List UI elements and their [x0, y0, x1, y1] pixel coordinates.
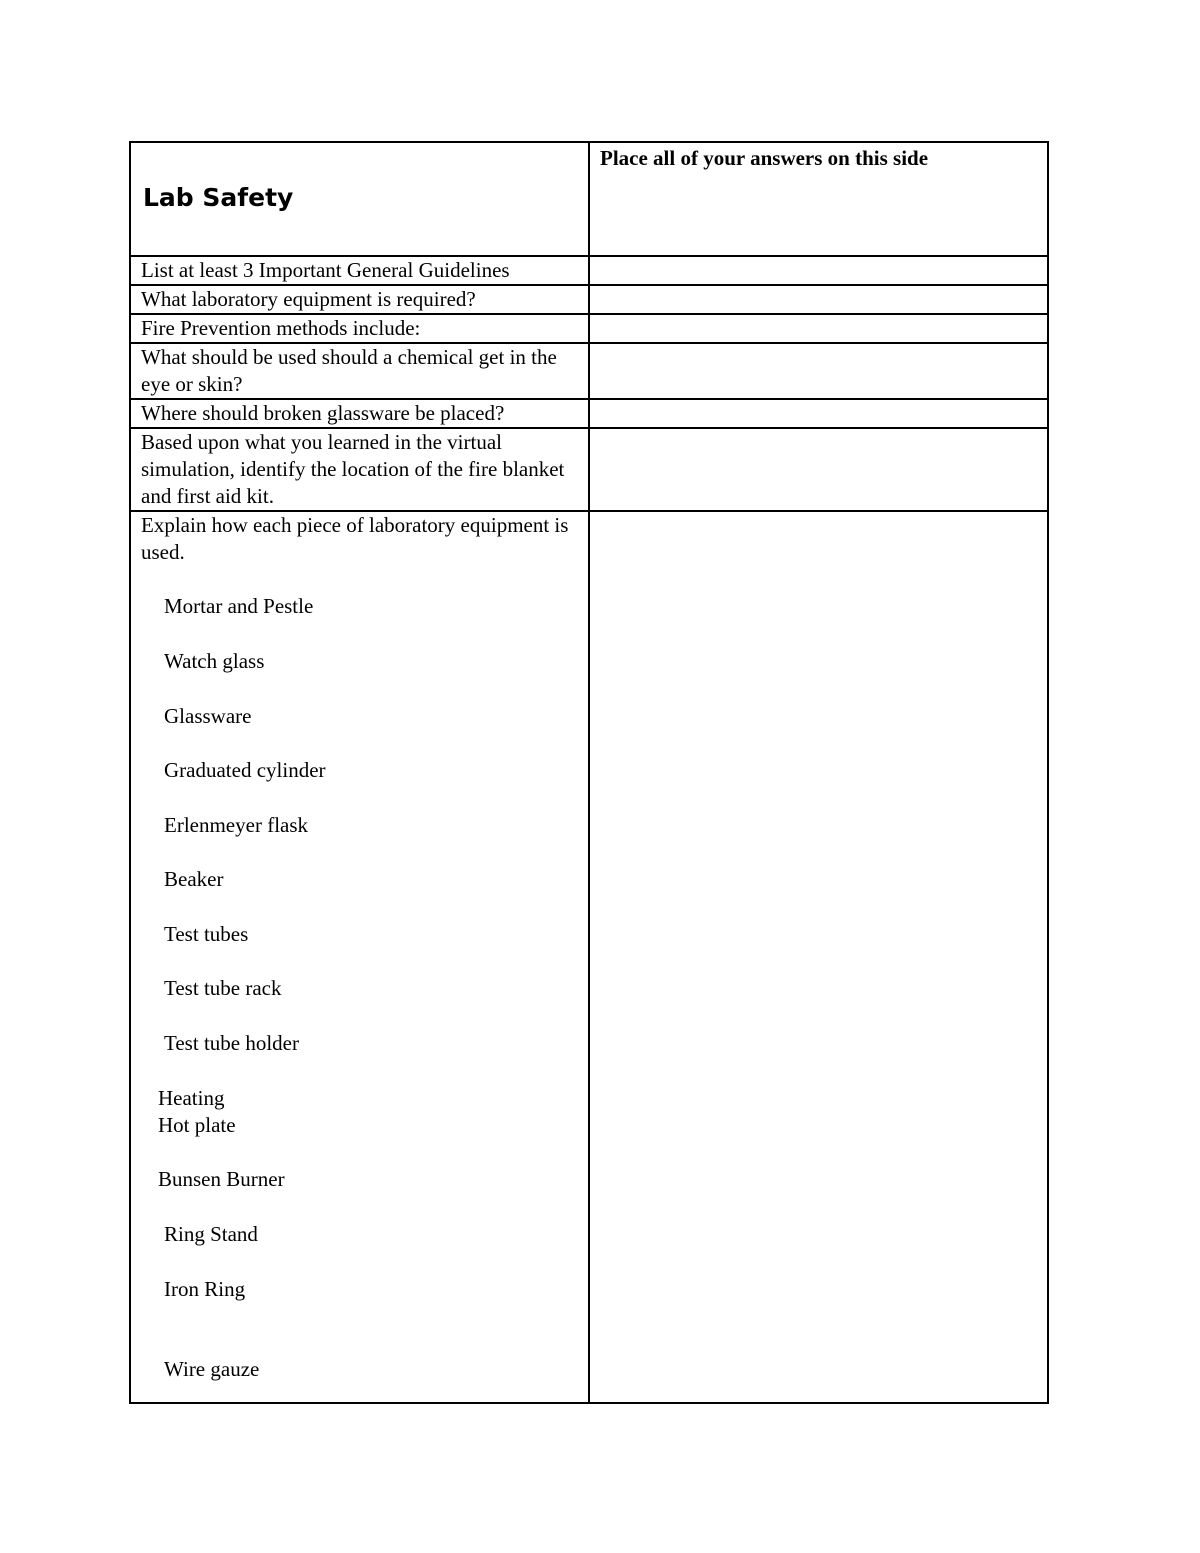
equipment-item: Hot plate	[158, 1113, 236, 1137]
equipment-item: Wire gauze	[164, 1357, 260, 1381]
equipment-item: Mortar and Pestle	[164, 594, 314, 618]
equipment-item: Graduated cylinder	[164, 758, 326, 782]
question-row	[130, 314, 1048, 343]
equipment-cell	[130, 511, 589, 1403]
answer-cell-broken-glassware[interactable]	[589, 399, 1048, 428]
question-cell: What laboratory equipment is required?	[130, 285, 589, 314]
equipment-item: Iron Ring	[164, 1277, 246, 1301]
question-cell: Fire Prevention methods include:	[130, 314, 589, 343]
worksheet-title: Lab Safety	[143, 182, 294, 212]
header-row	[130, 142, 1048, 256]
answer-cell-equipment-required[interactable]	[589, 285, 1048, 314]
answer-cell-fire-prevention[interactable]	[589, 314, 1048, 343]
equipment-row	[130, 511, 1048, 1403]
question-row	[130, 343, 1048, 399]
answer-cell-fire-blanket-first-aid[interactable]	[589, 428, 1048, 511]
title-cell	[130, 142, 589, 256]
question-cell: List at least 3 Important General Guidelines	[130, 256, 589, 285]
question-row	[130, 256, 1048, 285]
question-row	[130, 428, 1048, 511]
answer-cell-equipment-uses[interactable]	[589, 511, 1048, 1403]
equipment-item: Ring Stand	[164, 1222, 258, 1246]
question-cell: What should be used should a chemical get in the eye or skin?	[130, 343, 589, 399]
question-row	[130, 399, 1048, 428]
equipment-item: Erlenmeyer flask	[164, 813, 309, 837]
equipment-item: Test tubes	[164, 922, 249, 946]
equipment-prompt: Explain how each piece of laboratory equipment is used.	[141, 513, 569, 564]
answer-header-text: Place all of your answers on this side	[600, 146, 929, 170]
equipment-item: Test tube holder	[164, 1031, 299, 1055]
answer-header-cell	[589, 142, 1048, 256]
equipment-item: Test tube rack	[164, 976, 282, 1000]
lab-safety-worksheet	[129, 141, 1049, 1404]
equipment-item: Watch glass	[164, 649, 265, 673]
equipment-item: Beaker	[164, 867, 224, 891]
equipment-list	[141, 593, 578, 1383]
question-cell: Based upon what you learned in the virtual simulation, identify the location of the fire blanket and first aid kit.	[130, 428, 589, 511]
equipment-item: Bunsen Burner	[158, 1167, 285, 1191]
answer-cell-guidelines[interactable]	[589, 256, 1048, 285]
equipment-item: Glassware	[164, 704, 252, 728]
question-cell: Where should broken glassware be placed?	[130, 399, 589, 428]
question-row	[130, 285, 1048, 314]
answer-cell-chemical-eye-skin[interactable]	[589, 343, 1048, 399]
equipment-item: Heating	[158, 1086, 225, 1110]
